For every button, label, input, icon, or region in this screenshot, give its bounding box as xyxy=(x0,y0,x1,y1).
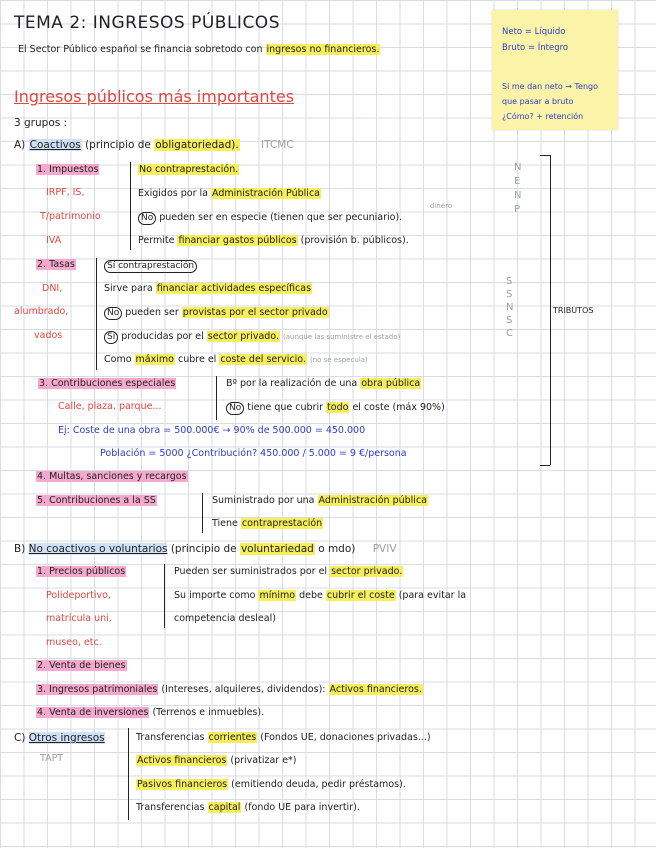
divider xyxy=(128,728,129,820)
example: Calle, plaza, parque... xyxy=(58,401,162,412)
bracket-bottom xyxy=(540,465,550,466)
sticky-note xyxy=(492,10,618,130)
intro-text: El Sector Público español se financia sobretodo con ingresos no financieros. xyxy=(18,44,380,55)
sticky-line: Bruto = Íntegro xyxy=(502,43,569,53)
example-calc: Ej: Coste de una obra = 500.000€ → 90% de 500.000 = 450.000 xyxy=(58,425,366,436)
tributos-label: TRIBUTOS xyxy=(553,306,594,315)
rule: Sirve para financiar actividades específicas xyxy=(104,283,312,294)
rule: Permite financiar gastos públicos (provisión b. públicos). xyxy=(138,235,409,246)
example-calc: Población = 5000 ¿Contribución? 450.000 / 5.000 = 9 €/persona xyxy=(100,448,407,459)
side-letter: S xyxy=(506,289,513,300)
divider xyxy=(130,162,131,250)
item-venta-bienes: 2. Venta de bienes xyxy=(37,660,126,671)
intro-highlight: ingresos no financieros. xyxy=(266,44,380,55)
example: IVA xyxy=(46,235,62,246)
divider xyxy=(216,376,217,420)
item-precios: 1. Precios públicos xyxy=(37,566,126,577)
side-letter: N xyxy=(514,190,522,201)
group-a-name: Coactivos xyxy=(29,139,81,151)
section-title: Ingresos públicos más importantes xyxy=(14,87,295,106)
group-b-name: No coactivos o voluntarios xyxy=(28,543,168,555)
side-letter: S xyxy=(506,276,513,287)
rule: No tiene que cubrir todo el coste (máx 90%) xyxy=(226,402,445,415)
rule: Transferencias corrientes (Fondos UE, donaciones privadas...) xyxy=(136,732,431,743)
example: museo, etc. xyxy=(46,637,102,648)
sticky-line: Neto = Líquido xyxy=(502,27,566,37)
group-c-name: Otros ingresos xyxy=(28,732,105,744)
rule: No contraprestación. xyxy=(139,164,239,175)
example: matrícula uni, xyxy=(46,613,112,624)
bracket-line xyxy=(550,155,551,465)
divider xyxy=(96,258,97,370)
acronym: TAPT xyxy=(40,753,64,764)
side-letter: E xyxy=(514,176,521,187)
rule: Transferencias capital (fondo UE para invertir). xyxy=(136,802,360,813)
item-ss: 5. Contribuciones a la SS xyxy=(37,495,156,506)
example: IRPF, IS, xyxy=(46,187,85,198)
group-b-header: B) No coactivos o voluntarios (principio de voluntariedad o mdo) PVIV xyxy=(14,543,397,555)
rule: Exigidos por la Administración Pública xyxy=(138,188,320,199)
side-letter: P xyxy=(514,204,521,215)
rule: Pueden ser suministrados por el sector privado. xyxy=(174,566,403,577)
example: vados xyxy=(34,330,63,341)
groups-label: 3 grupos : xyxy=(14,117,68,129)
item-contribuciones: 3. Contribuciones especiales xyxy=(39,378,176,389)
group-a-header: A) Coactivos (principio de obligatoriedad). ITCMC xyxy=(14,139,294,151)
example: alumbrado, xyxy=(14,306,69,317)
acronym: PVIV xyxy=(372,543,397,555)
note: dinero xyxy=(430,202,453,210)
rule: Pasivos financieros (emitiendo deuda, pedir préstamos). xyxy=(137,779,406,790)
page-title: TEMA 2: INGRESOS PÚBLICOS xyxy=(14,13,280,33)
rule: No pueden ser en especie (tienen que ser pecuniario). xyxy=(138,212,402,225)
side-letter: N xyxy=(506,302,514,313)
rule: Activos financieros (privatizar e*) xyxy=(137,755,297,766)
rule: No pueden ser provistas por el sector privado xyxy=(104,307,329,320)
example: T/patrimonio xyxy=(40,211,101,222)
rule: Tiene contraprestación xyxy=(212,518,323,529)
side-letter: N xyxy=(514,162,522,173)
rule: Sí producidas por el sector privado. (aunque las suministre el estado) xyxy=(104,331,400,344)
sticky-line: ¿Cómo? + retención xyxy=(502,112,584,121)
acronym: ITCMC xyxy=(261,139,294,151)
rule: Su importe como mínimo debe cubrir el coste (para evitar la xyxy=(174,590,467,601)
bracket-top xyxy=(540,155,550,156)
rule: Suministrado por una Administración pública xyxy=(212,495,427,506)
item-patrimoniales: 3. Ingresos patrimoniales (Intereses, alquileres, dividendos): Activos financieros. xyxy=(37,684,422,695)
group-c-header: C) Otros ingresos xyxy=(14,732,105,744)
example: Polideportivo, xyxy=(46,590,111,601)
rule: Bº por la realización de una obra pública xyxy=(226,378,421,389)
item-multas: 4. Multas, sanciones y recargos xyxy=(37,471,187,482)
rule: competencia desleal) xyxy=(174,613,276,624)
rule: Como máximo cubre el coste del servicio. (no se especula) xyxy=(104,354,368,365)
divider xyxy=(164,564,165,628)
item-impuestos: 1. Impuestos xyxy=(37,164,99,175)
sticky-line: que pasar a bruto xyxy=(502,97,574,106)
divider xyxy=(202,493,203,533)
side-letter: C xyxy=(506,328,513,339)
rule: Sí contraprestación xyxy=(104,260,200,273)
example: DNI, xyxy=(42,283,63,294)
sticky-line: Si me dan neto → Tengo xyxy=(502,82,598,91)
side-letter: S xyxy=(506,315,513,326)
item-tasas: 2. Tasas xyxy=(37,259,75,270)
item-venta-inversiones: 4. Venta de inversiones (Terrenos e inmuebles). xyxy=(37,707,265,718)
